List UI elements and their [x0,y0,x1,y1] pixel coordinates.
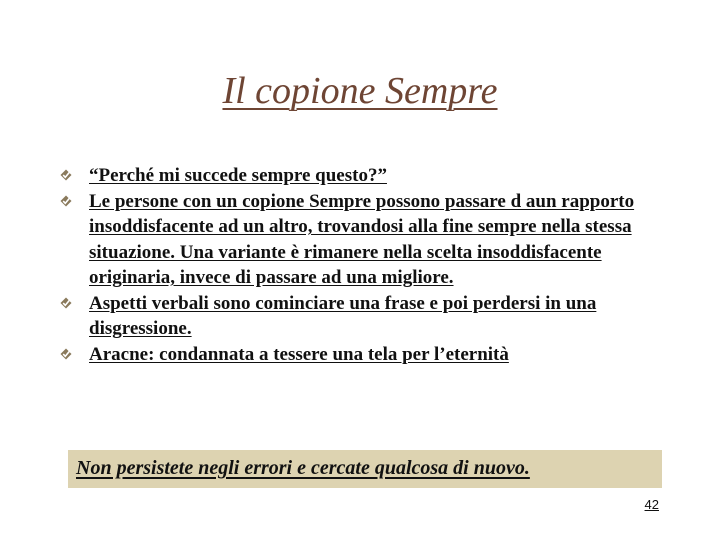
page-number: 42 [644,497,659,512]
slide-title: Il copione Sempre [222,70,498,112]
bullet-text: Le persone con un copione Sempre possono passare d aun rapporto insoddisfacente ad un altro, trovandosi alla fine sempre nella stessa situazione. Una variante è rimanere nella scelta insoddisfacente originaria, invece di passare ad una migliore. [89,190,635,288]
bullet-list [60,163,660,367]
diamond-bullet-icon [60,195,72,207]
diamond-bullet-icon [60,348,72,360]
bullet-text: Aspetti verbali sono cominciare una frase e poi perdersi in una disgressione. [89,292,597,339]
bullet-item [60,291,660,342]
bullet-item [60,163,660,189]
callout-box: Non persistete negli errori e cercate qualcosa di nuovo. [68,450,662,488]
diamond-bullet-icon [60,297,72,309]
bullet-text: Aracne: condannata a tessere una tela per l’eternità [89,343,509,365]
bullet-item [60,342,660,368]
diamond-bullet-icon [60,169,72,181]
bullet-item [60,189,660,291]
bullet-text: “Perché mi succede sempre questo?” [89,165,387,186]
